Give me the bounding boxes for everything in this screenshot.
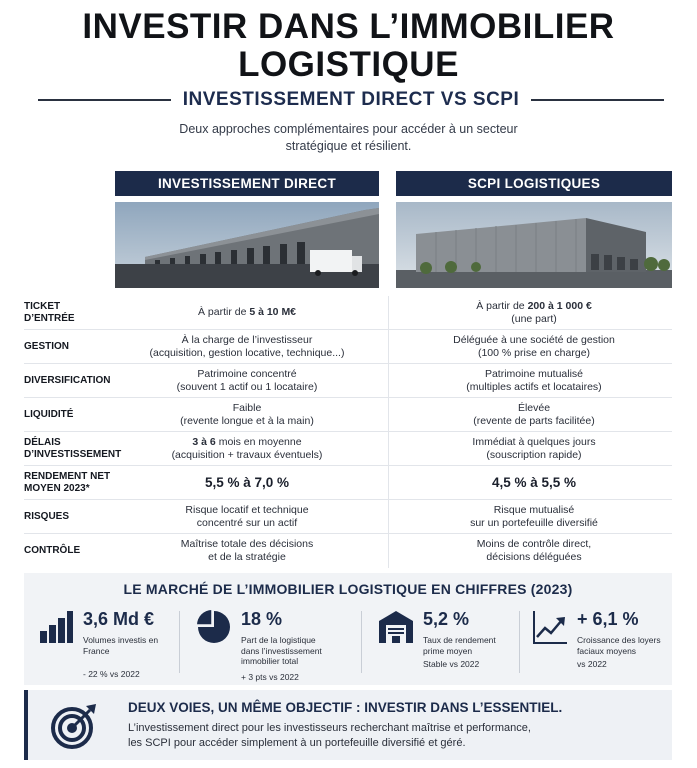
warehouse-icon <box>378 609 414 645</box>
warehouse-photo-direct <box>115 202 379 288</box>
page-subtitle: INVESTISSEMENT DIRECT VS SCPI <box>182 89 520 110</box>
stat-value: 3,6 Md € <box>83 609 155 629</box>
page-title-line1: INVESTIR DANS L’IMMOBILIER <box>82 7 615 46</box>
column-header-direct: INVESTISSEMENT DIRECT <box>115 171 379 196</box>
market-title: LE MARCHÉ DE L’IMMOBILIER LOGISTIQUE EN CHIFFRES (2023) <box>123 581 573 597</box>
table-row-risques <box>24 500 672 534</box>
table-row-liquidite <box>24 398 672 432</box>
row-label: DÉLAIS D’INVESTISSEMENT <box>24 436 122 460</box>
stat-value: + 6,1 % <box>577 609 639 629</box>
conclusion-line2: les SCPI pour accéder simplement à un portefeuille diversifié et géré. <box>128 737 466 749</box>
trend-up-icon <box>532 609 568 645</box>
page-title-line2: LOGISTIQUE <box>238 45 459 84</box>
cell-direct: 5,5 % à 7,0 % <box>204 475 290 490</box>
stat-part-logistique <box>196 609 346 681</box>
row-label: TICKET D’ENTRÉE <box>24 300 75 324</box>
intro-text <box>0 121 697 155</box>
cell-direct: Risque locatif et technique concentré sur un actif <box>185 503 309 529</box>
stat-desc: Taux de rendement prime moyen <box>423 635 496 656</box>
cell-scpi: À partir de 200 à 1 000 € (une part) <box>476 299 592 325</box>
stat-rendement-prime <box>378 609 518 681</box>
table-row-gestion <box>24 330 672 364</box>
row-label: DIVERSIFICATION <box>24 374 111 386</box>
cell-scpi: Moins de contrôle direct, décisions déléguées <box>476 538 592 563</box>
stat-desc: Volumes investis en France <box>83 635 159 656</box>
row-label: RISQUES <box>24 510 70 522</box>
cell-direct: À la charge de l’investisseur (acquisition, gestion locative, technique...) <box>149 333 345 359</box>
column-header-scpi: SCPI LOGISTIQUES <box>396 171 672 196</box>
conclusion-title: DEUX VOIES, UN MÊME OBJECTIF : INVESTIR DANS L’ESSENTIEL. <box>128 700 563 715</box>
stat-desc: Croissance des loyers faciaux moyens <box>577 635 661 656</box>
stat-delta: vs 2022 <box>577 659 607 669</box>
cell-scpi: Immédiat à quelques jours (souscription rapide) <box>472 435 596 461</box>
divider-right <box>531 99 664 101</box>
cell-scpi: Patrimoine mutualisé (multiples actifs et locataires) <box>466 367 602 393</box>
stat-delta: Stable vs 2022 <box>423 659 480 669</box>
divider-left <box>38 99 171 101</box>
pie-chart-icon <box>196 609 232 645</box>
cell-scpi: 4,5 % à 5,5 % <box>491 475 577 490</box>
cell-direct: Patrimoine concentré (souvent 1 actif ou 1 locataire) <box>176 367 318 393</box>
conclusion-text <box>128 721 668 751</box>
market-stats-panel <box>24 573 672 685</box>
row-label: LIQUIDITÉ <box>24 408 74 420</box>
table-row-delais <box>24 432 672 466</box>
bar-chart-icon <box>38 609 74 645</box>
cell-direct: 3 à 6 mois en moyenne (acquisition + travaux éventuels) <box>171 435 323 461</box>
cell-scpi: Risque mutualisé sur un portefeuille diversifié <box>470 503 598 529</box>
target-icon <box>50 702 98 755</box>
table-row-rendement <box>24 466 672 500</box>
stat-value: 5,2 % <box>423 609 470 629</box>
cell-direct: À partir de 5 à 10 M€ <box>197 306 297 318</box>
stat-volumes <box>38 609 178 681</box>
table-row-diversification <box>24 364 672 398</box>
cell-direct: Faible (revente longue et à la main) <box>180 401 314 427</box>
row-label: CONTRÔLE <box>24 545 81 556</box>
intro-line1: Deux approches complémentaires pour accéder à un secteur <box>179 122 518 136</box>
stat-delta: - 22 % vs 2022 <box>83 669 140 679</box>
stat-value: 18 % <box>241 609 283 629</box>
cell-scpi: Élevée (revente de parts facilitée) <box>473 401 595 427</box>
warehouse-photo-scpi <box>396 202 672 288</box>
row-label: GESTION <box>24 340 70 352</box>
table-row-ticket <box>24 296 672 330</box>
subtitle-row <box>38 88 664 112</box>
stat-delta: + 3 pts vs 2022 <box>241 672 299 682</box>
stat-desc: Part de la logistique dans l’investissement immobilier total <box>241 635 322 666</box>
cell-direct: Maîtrise totale des décisions et de la stratégie <box>180 538 314 563</box>
cell-scpi: Déléguée à une société de gestion (100 % prise en charge) <box>453 333 615 359</box>
stat-loyers <box>532 609 667 681</box>
conclusion-panel <box>24 690 672 760</box>
conclusion-line1: L’investissement direct pour les investisseurs recherchant maîtrise et performance, <box>128 722 531 734</box>
row-label: RENDEMENT NET MOYEN 2023* <box>24 470 111 494</box>
intro-line2: stratégique et résilient. <box>285 139 412 153</box>
table-row-controle <box>24 534 672 568</box>
